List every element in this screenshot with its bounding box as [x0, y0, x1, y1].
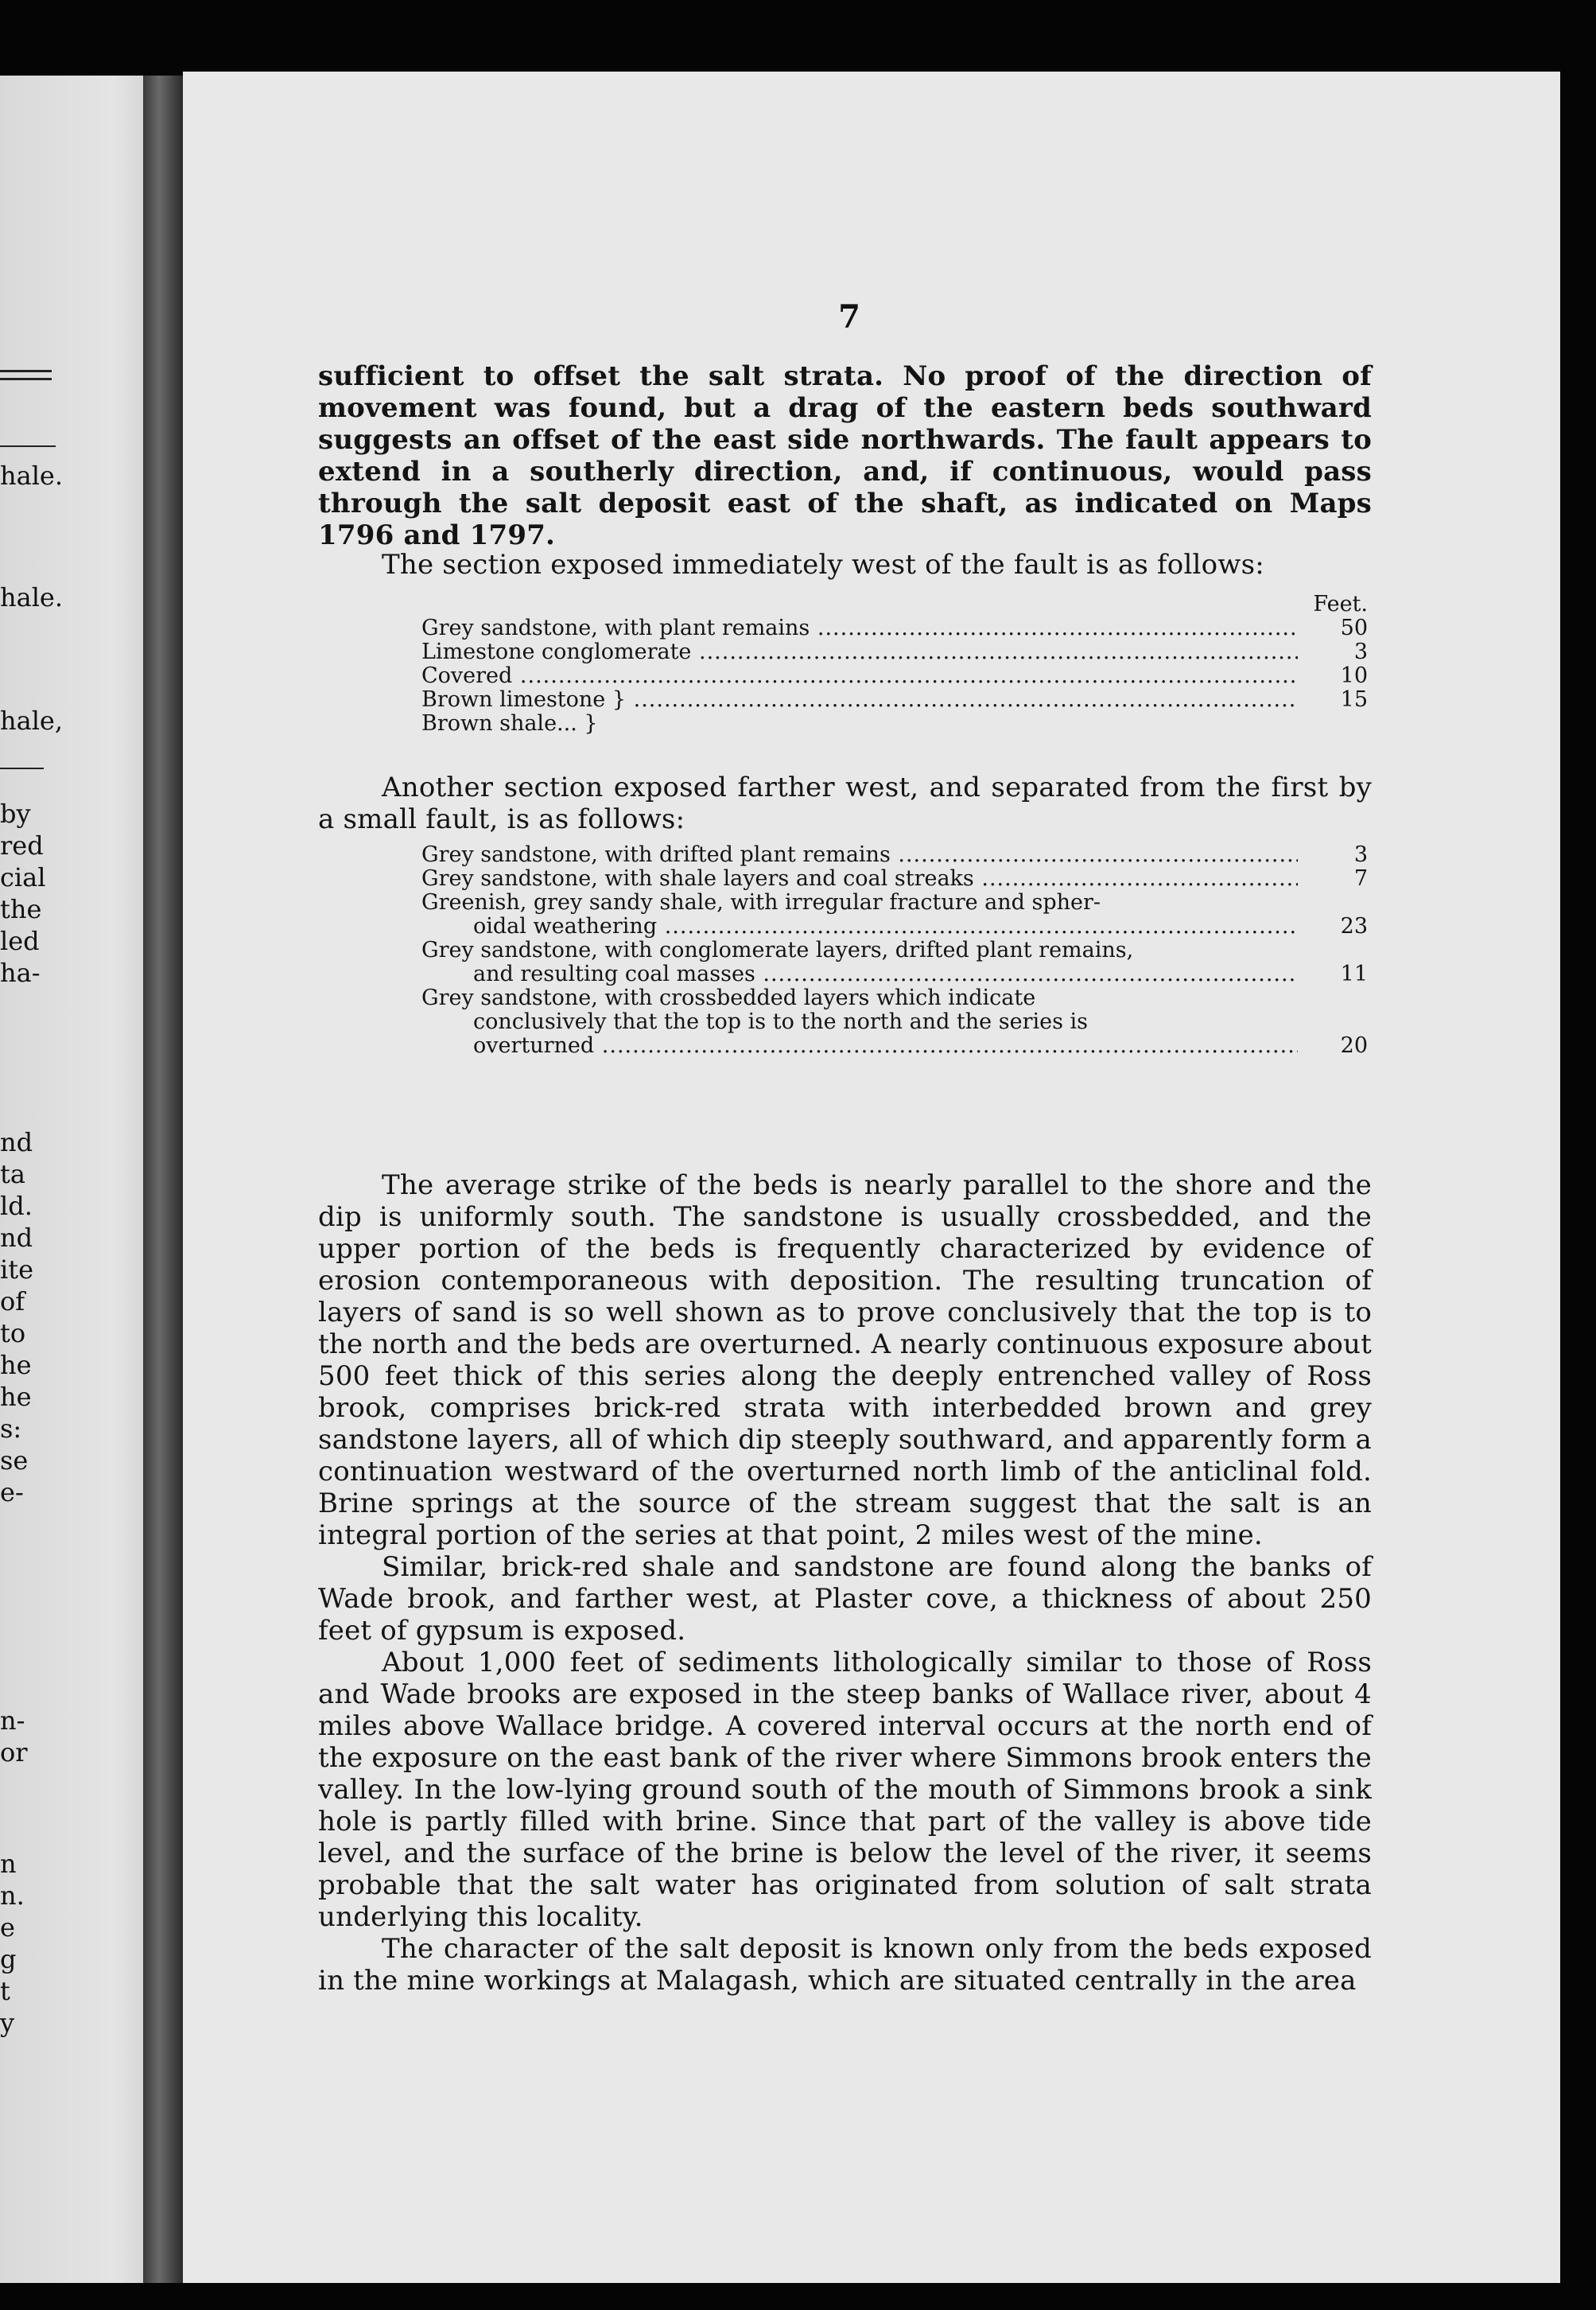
table-row	[421, 664, 1368, 688]
prev-fragment: cial	[0, 862, 46, 892]
prev-fragment: y	[0, 2008, 15, 2038]
section2-table	[421, 843, 1368, 1058]
section2-intro-text: Another section exposed farther west, and separated from the first by a small fault, is as follows:	[318, 772, 1372, 835]
prev-fragment: se	[0, 1445, 29, 1476]
page-number: 7	[838, 298, 860, 336]
prev-double-rule	[0, 370, 52, 372]
row-description-cont: conclusively that the top is to the north and the series is	[473, 1010, 1089, 1034]
section1-intro-text: The section exposed immediately west of the fault is as follows:	[382, 549, 1264, 581]
table-row	[421, 712, 1368, 736]
row-description: Grey sandstone, with shale layers and coal streaks .....	[421, 867, 1298, 891]
document-page	[183, 72, 1560, 2283]
row-description: Limestone conglomerate .....	[421, 640, 1298, 664]
bottom-text-block	[318, 1169, 1372, 1997]
table-row-continued	[421, 962, 1368, 986]
section1-table	[421, 593, 1368, 736]
prev-fragment: ite	[0, 1254, 34, 1285]
prev-fragment: e	[0, 1912, 15, 1942]
section1-unit: Feet.	[1313, 592, 1368, 616]
row-description: Brown limestone } .....	[421, 688, 1298, 712]
prev-fragment: n	[0, 1849, 17, 1879]
prev-fragment: ta	[0, 1159, 25, 1189]
prev-fragment: he	[0, 1382, 32, 1412]
section1-intro	[382, 549, 1372, 581]
row-feet: 23	[1340, 914, 1368, 939]
row-description: Greenish, grey sandy shale, with irregular fracture and spher-	[421, 891, 1101, 915]
table-row-continued	[421, 1034, 1368, 1058]
prev-fragment: n-	[0, 1705, 25, 1736]
table-row	[421, 640, 1368, 664]
prev-fragment: nd	[0, 1127, 33, 1157]
book-gutter	[143, 76, 183, 2283]
row-feet: 15	[1340, 687, 1368, 712]
paragraph: The character of the salt deposit is known only from the beds exposed in the mine workings at Malagash, which are situated centrally in the area	[318, 1933, 1372, 1997]
prev-fragment: hale.	[0, 461, 64, 491]
row-description: Grey sandstone, with plant remains .....	[421, 616, 1298, 640]
prev-fragment: s:	[0, 1414, 22, 1444]
section2-intro	[318, 772, 1372, 835]
prev-fragment: n.	[0, 1880, 25, 1911]
prev-fragment: by	[0, 799, 31, 829]
prev-fragment: ha-	[0, 958, 41, 988]
row-feet: 3	[1353, 640, 1368, 664]
prev-fragment: nd	[0, 1223, 33, 1253]
prev-fragment: t	[0, 1976, 10, 2006]
prev-fragment: red	[0, 830, 44, 861]
prev-fragment: he	[0, 1350, 32, 1380]
row-description: Grey sandstone, with conglomerate layers, drifted plant remains,	[421, 939, 1134, 962]
prev-fragment: or	[0, 1737, 28, 1768]
paragraph: About 1,000 feet of sediments lithologically similar to those of Ross and Wade brooks are exposed in the steep banks of Wallace river, about 4 miles above Wallace bridge. A covered interval occurs at the north end of the exposure on the east bank of the river where Simmons brook enters the valley. In the low-lying ground south of the mouth of Simmons brook a sink hole is partly filled with brine. Since that part of the valley is above tide level, and the surface of the brine is below the level of the river, it seems probable that the salt water has originated from solution of salt strata underlying this locality.	[318, 1647, 1372, 1933]
row-description-cont: oidal weathering .....	[473, 915, 1298, 939]
table-row	[421, 616, 1368, 640]
prev-rule	[0, 445, 56, 447]
prev-fragment: hale.	[0, 582, 64, 612]
prev-fragment: the	[0, 894, 42, 924]
row-feet: 3	[1353, 842, 1368, 867]
prev-fragment: e-	[0, 1477, 24, 1507]
prev-fragment: g	[0, 1944, 17, 1974]
row-feet: 11	[1340, 962, 1368, 986]
row-feet: 50	[1340, 616, 1368, 640]
prev-fragment: hale,	[0, 706, 64, 736]
row-feet: 10	[1340, 663, 1368, 688]
row-feet: 7	[1353, 866, 1368, 891]
prev-fragment: of	[0, 1286, 25, 1316]
row-description: Brown shale... }	[421, 712, 598, 736]
table-row	[421, 939, 1368, 962]
table-row	[421, 986, 1368, 1010]
paragraph: sufficient to offset the salt strata. No proof of the direction of movement was found, but a drag of the eastern beds southward suggests an offset of the east side northwards. The fault appears to extend in a southerly direction, and, if continuous, would pass through the salt deposit east of the shaft, as indicated on Maps 1796 and 1797.	[318, 360, 1372, 551]
row-description-cont: overturned .....	[473, 1034, 1298, 1058]
prev-double-rule	[0, 378, 52, 380]
paragraph: The average strike of the beds is nearly parallel to the shore and the dip is uniformly south. The sandstone is usually crossbedded, and the upper portion of the beds is frequently characterized by evidence of erosion contemporaneous with deposition. The resulting truncation of layers of sand is so well shown as to prove conclusively that the top is to the north and the beds are overturned. A nearly continuous exposure about 500 feet thick of this series along the deeply entrenched valley of Ross brook, comprises brick-red strata with interbedded brown and grey sandstone layers, all of which dip steeply southward, and apparently form a continuation westward of the overturned north limb of the anticlinal fold. Brine springs at the source of the stream suggest that the salt is an integral portion of the series at that point, 2 miles west of the mine.	[318, 1169, 1372, 1551]
prev-fragment: to	[0, 1318, 26, 1348]
paragraph: Similar, brick-red shale and sandstone are found along the banks of Wade brook, and farther west, at Plaster cove, a thickness of about 250 feet of gypsum is exposed.	[318, 1551, 1372, 1647]
table-row-continued	[421, 1010, 1368, 1034]
table-row	[421, 688, 1368, 712]
table-row	[421, 891, 1368, 915]
top-text-block	[318, 360, 1372, 551]
prev-fragment: ld.	[0, 1191, 33, 1221]
row-description: Grey sandstone, with crossbedded layers which indicate	[421, 986, 1036, 1010]
table-row-continued	[421, 915, 1368, 939]
table-row	[421, 843, 1368, 867]
prev-rule	[0, 768, 44, 769]
row-feet: 20	[1340, 1033, 1368, 1058]
row-description: Covered .....	[421, 664, 1298, 688]
prev-fragment: led	[0, 926, 40, 956]
row-description-cont: and resulting coal masses .....	[473, 962, 1298, 986]
previous-page-edge	[0, 76, 163, 2283]
table-row	[421, 867, 1368, 891]
row-description: Grey sandstone, with drifted plant remains .....	[421, 843, 1298, 867]
